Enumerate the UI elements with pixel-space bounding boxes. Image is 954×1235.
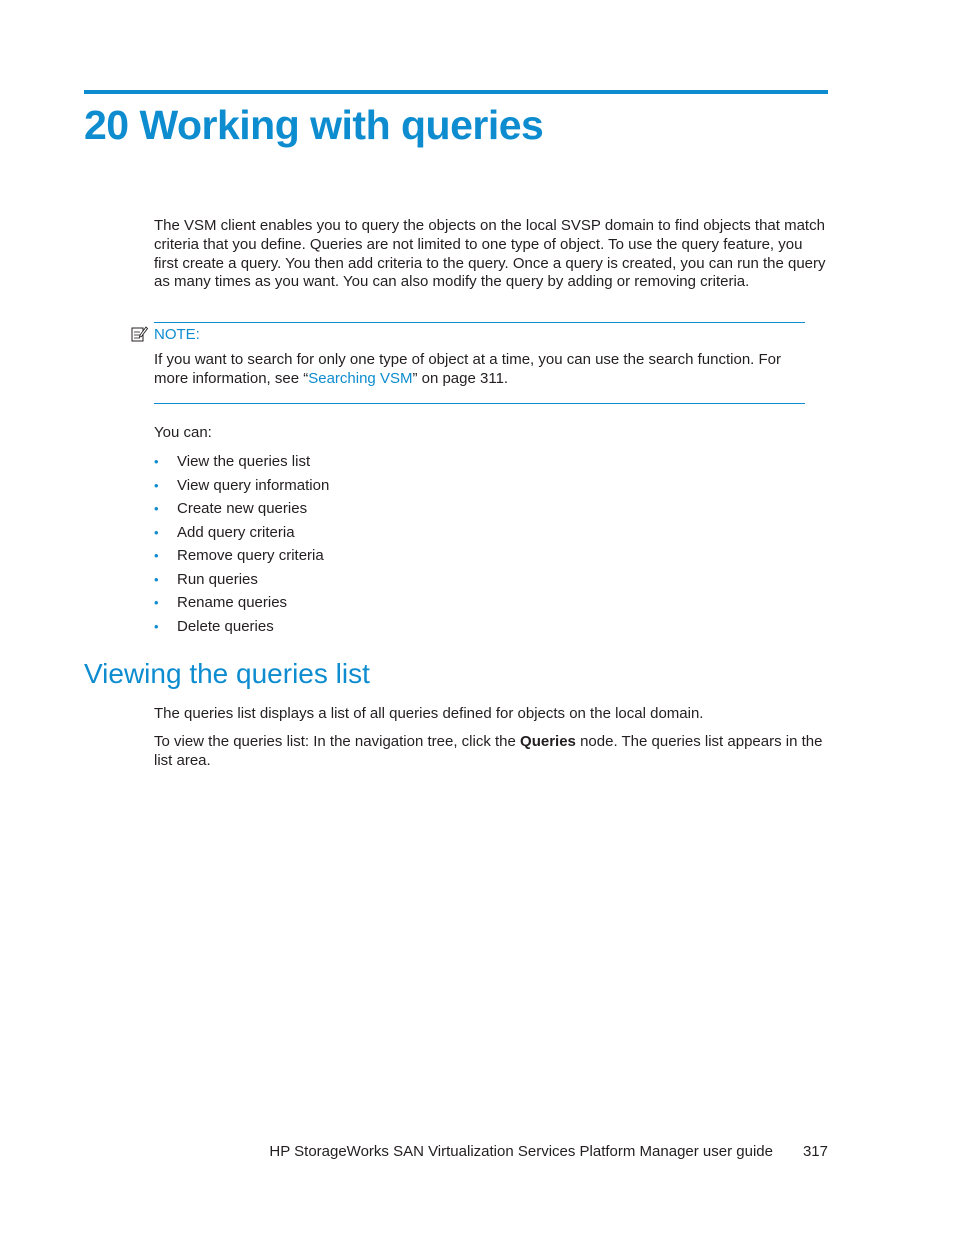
note-top-rule [154, 322, 805, 323]
chapter-top-rule [84, 90, 828, 94]
you-can-text: You can: [154, 424, 212, 441]
section-title: Viewing the queries list [84, 658, 370, 689]
note-pencil-icon [131, 325, 148, 342]
list-item: • Add query criteria [154, 521, 329, 545]
section-paragraph-1: The queries list displays a list of all queries defined for objects on the local domain. [154, 705, 704, 722]
guide-title: HP StorageWorks SAN Virtualization Services Platform Manager user guide [269, 1143, 773, 1160]
bullet-icon: • [154, 571, 159, 587]
list-item: • View query information [154, 474, 329, 498]
list-item: • View the queries list [154, 450, 329, 474]
bullet-icon: • [154, 524, 159, 540]
list-item: • Create new queries [154, 497, 329, 521]
capability-list [154, 450, 329, 638]
list-item: • Remove query criteria [154, 544, 329, 568]
chapter-title: 20 Working with queries [84, 102, 544, 148]
note-bottom-rule [154, 403, 805, 404]
queries-node-name: Queries [520, 733, 576, 750]
page-footer [269, 1143, 828, 1160]
section-paragraph-2: To view the queries list: In the navigation tree, click the Queries node. The queries list appears in the list area. [154, 733, 823, 769]
bullet-icon: • [154, 501, 159, 516]
list-item: • Run queries [154, 568, 329, 592]
list-item: • Delete queries [154, 615, 329, 639]
note-label: NOTE: [154, 326, 200, 343]
bullet-icon: • [154, 454, 159, 469]
bullet-icon: • [154, 477, 159, 493]
page-number: 317 [802, 1143, 828, 1160]
note-text: If you want to search for only one type of object at a time, you can use the search function. For more information, see “Searching VSM” on page 311. [154, 351, 782, 387]
searching-vsm-link[interactable]: Searching VSM [308, 369, 413, 387]
bullet-icon: • [154, 548, 159, 563]
bullet-icon: • [154, 595, 159, 610]
bullet-icon: • [154, 618, 159, 634]
intro-paragraph: The VSM client enables you to query the objects on the local SVSP domain to find objects that match criteria that you define. Queries are not limited to one type of object. To use the query feature, you first create a query. You then add criteria to the query. Once a query is created, you can run the query as many times as you want. You can also modify the query by adding or removing criteria. [154, 217, 826, 291]
list-item: • Rename queries [154, 591, 329, 615]
